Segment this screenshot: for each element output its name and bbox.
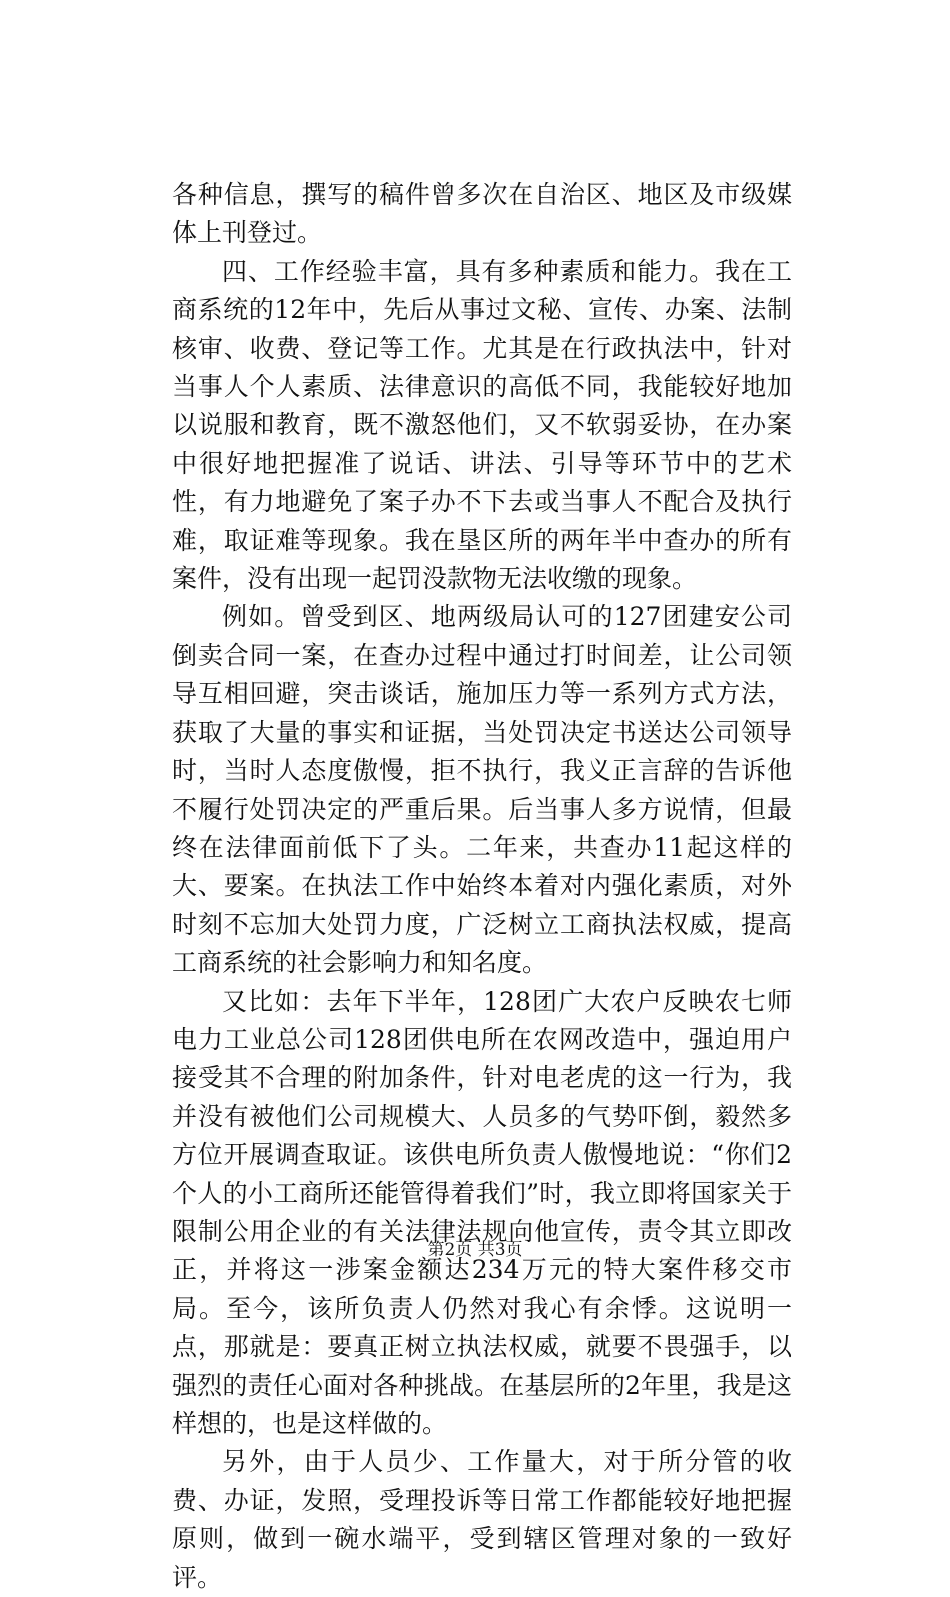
document-body — [172, 176, 792, 1597]
paragraph-example-127: 例如。曾受到区、地两级局认可的127团建安公司倒卖合同一案，在查办过程中通过打时间差，让公司领导互相回避，突击谈话，施加压力等一系列方式方法，获取了大量的事实和证据，当处罚决定书送达公司领导时，当时人态度傲慢，拒不执行，我义正言辞的告诉他不履行处罚决定的严重后果。后当事人多方说情，但最终在法律面前低下了头。二年来，共查办11起这样的大、要案。在执法工作中始终本着对内强化素质，对外时刻不忘加大处罚力度，广泛树立工商执法权威，提高工商系统的社会影响力和知名度。 — [172, 602, 792, 978]
page-number-footer: 第2页 共3页 — [427, 1240, 523, 1260]
paragraph-additional: 另外，由于人员少、工作量大，对于所分管的收费、办证，发照，受理投诉等日常工作都能较好地把握原则，做到一碗水端平，受到辖区管理对象的一致好评。 — [172, 1447, 792, 1592]
paragraph-work-experience: 四、工作经验丰富，具有多种素质和能力。我在工商系统的12年中，先后从事过文秘、宣传、办案、法制核审、收费、登记等工作。尤其是在行政执法中，针对当事人个人素质、法律意识的高低不同，我能较好地加以说服和教育，既不激怒他们，又不软弱妥协，在办案中很好地把握准了说话、讲法、引导等环节中的艺术性，有力地避免了案子办不下去或当事人不配合及执行难，取证难等现象。我在垦区所的两年半中查办的所有案件，没有出现一起罚没款物无法收缴的现象。 — [172, 256, 792, 594]
paragraph-continuation: 各种信息，撰写的稿件曾多次在自治区、地区及市级媒体上刊登过。 — [172, 180, 792, 248]
paragraph-example-128: 又比如：去年下半年，128团广大农户反映农七师电力工业总公司128团供电所在农网改造中，强迫用户接受其不合理的附加条件，针对电老虎的这一行为，我并没有被他们公司规模大、人员多的气势吓倒，毅然多方位开展调查取证。该供电所负责人傲慢地说：“你们2个人的小工商所还能管得着我们”时，我立即将国家关于限制公用企业的有关法律法规向他宣传，责令其立即改正，并将这一涉案金额达234万元的特大案件移交市局。至今，该所负责人仍然对我心有余悸。这说明一点，那就是：要真正树立执法权威，就要不畏强手，以强烈的责任心面对各种挑战。在基层所的2年里，我是这样想的，也是这样做的。 — [172, 986, 792, 1438]
